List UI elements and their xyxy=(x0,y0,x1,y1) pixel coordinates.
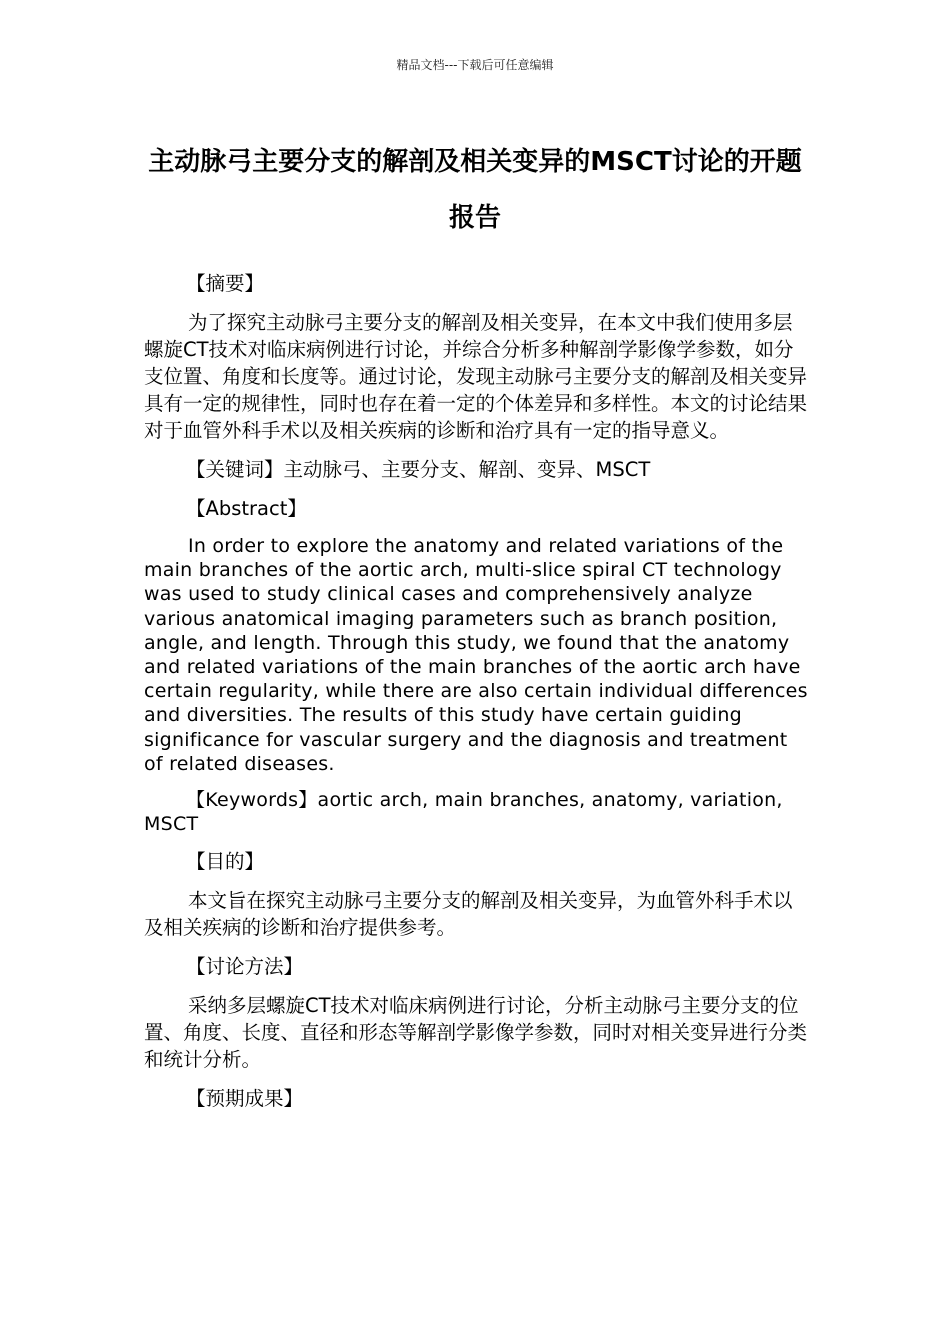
document-body xyxy=(144,270,808,1124)
results-heading: 【预期成果】 xyxy=(186,1087,304,1111)
abstract-cn-paragraph: 为了探究主动脉弓主要分支的解剖及相关变异，在本文中我们使用多层螺旋CT技术对临床病例进行讨论，并综合分析多种解剖学影像学参数，如分支位置、角度和长度等。通过讨论，发现主动脉弓主要分支的解剖及相关变异具有一定的规律性，同时也存在着一定的个体差异和多样性。本文的讨论结果对于血管外科手术以及相关疾病的诊断和治疗具有一定的指导意义。 xyxy=(144,311,808,442)
document-title: 主动脉弓主要分支的解剖及相关变异的MSCT讨论的开题报告 xyxy=(148,147,802,233)
keywords-en: 【Keywords】aortic arch, main branches, anatomy, variation, MSCT xyxy=(144,789,783,836)
abstract-cn-heading: 【摘要】 xyxy=(186,272,265,295)
abstract-en-heading: 【Abstract】 xyxy=(186,497,307,520)
method-paragraph: 采纳多层螺旋CT技术对临床病例进行讨论，分析主动脉弓主要分支的位置、角度、长度、直径和形态等解剖学影像学参数，同时对相关变异进行分类和统计分析。 xyxy=(144,994,808,1072)
keywords-cn: 【关键词】主动脉弓、主要分支、解剖、变异、MSCT xyxy=(186,458,651,481)
header-watermark: 精品文档---下载后可任意编辑 xyxy=(396,58,554,72)
purpose-paragraph: 本文旨在探究主动脉弓主要分支的解剖及相关变异，为血管外科手术以及相关疾病的诊断和治疗提供参考。 xyxy=(144,889,793,940)
method-heading: 【讨论方法】 xyxy=(186,955,304,979)
abstract-en-paragraph: In order to explore the anatomy and related variations of the main branches of the aortic arch, multi-slice spiral CT technology was used to study clinical cases and comprehensively analyze various anatomical imaging parameters such as branch position, angle, and length. Through this study, we found that the anatomy and related variations of the main branches of the aortic arch have certain regularity, while there are also certain individual differences and diversities. The results of this study have certain guiding significance for vascular surgery and the diagnosis and treatment of related diseases. xyxy=(144,535,808,775)
purpose-heading: 【目的】 xyxy=(186,850,265,874)
